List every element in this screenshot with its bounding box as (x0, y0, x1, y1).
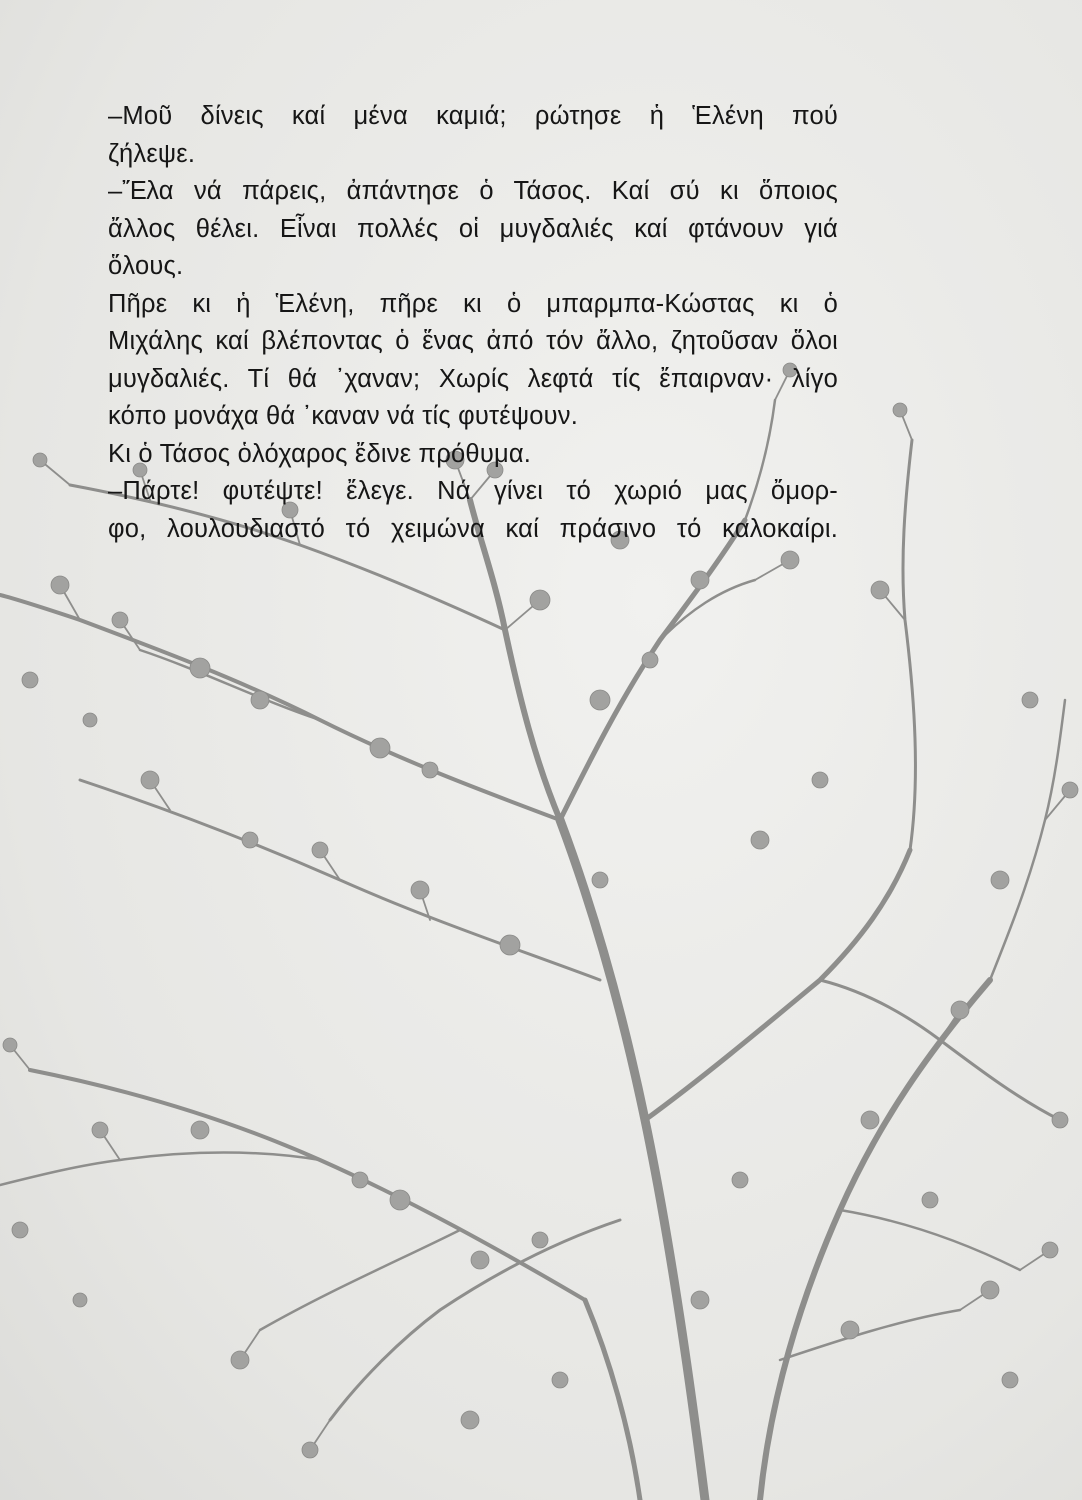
text-line: Πῆρε κι ἡ Ἑλένη, πῆρε κι ὁ μπαρμπα-Κώστας κι ὁ (108, 289, 838, 318)
story-text (108, 98, 838, 548)
paragraph-4 (108, 436, 838, 474)
text-line: Κι ὁ Τάσος ὁλόχαρος ἔδινε πρόθυμα. (108, 439, 532, 468)
text-line: κόπο μονάχα θά ᾿καναν νά τίς φυτέψουν. (108, 402, 579, 430)
text-line: ζήλεψε. (108, 139, 196, 168)
text-line: –Ἔλα νά πάρεις, ἀπάντησε ὁ Τάσος. Καί σύ κι ὅποιος (108, 177, 838, 205)
text-line: –Μοῦ δίνεις καί μένα καμιά; ρώτησε ἡ Ἑλένη πού (108, 102, 838, 130)
text-line: Μιχάλης καί βλέποντας ὁ ἕνας ἀπό τόν ἄλλο, ζητοῦσαν ὅλοι (108, 327, 838, 355)
text-line: ἄλλος θέλει. Εἶναι πολλές οἱ μυγδαλιές καί φτάνουν γιά (108, 214, 838, 243)
text-line: μυγδαλιές. Τί θά ᾿χαναν; Χωρίς λεφτά τίς ἔπαιρναν· λίγο (108, 364, 838, 393)
paragraph-3 (108, 286, 838, 436)
paragraph-5 (108, 473, 838, 548)
text-line: ὅλους. (108, 252, 184, 280)
text-line: –Πάρτε! φυτέψτε! ἔλεγε. Νά γίνει τό χωριό μας ὄμορ- (108, 477, 838, 505)
paragraph-2 (108, 173, 838, 286)
paragraph-1 (108, 98, 838, 173)
text-line: φο, λουλουδιαστό τό χειμώνα καί πράσινο τό καλοκαίρι. (108, 514, 838, 543)
